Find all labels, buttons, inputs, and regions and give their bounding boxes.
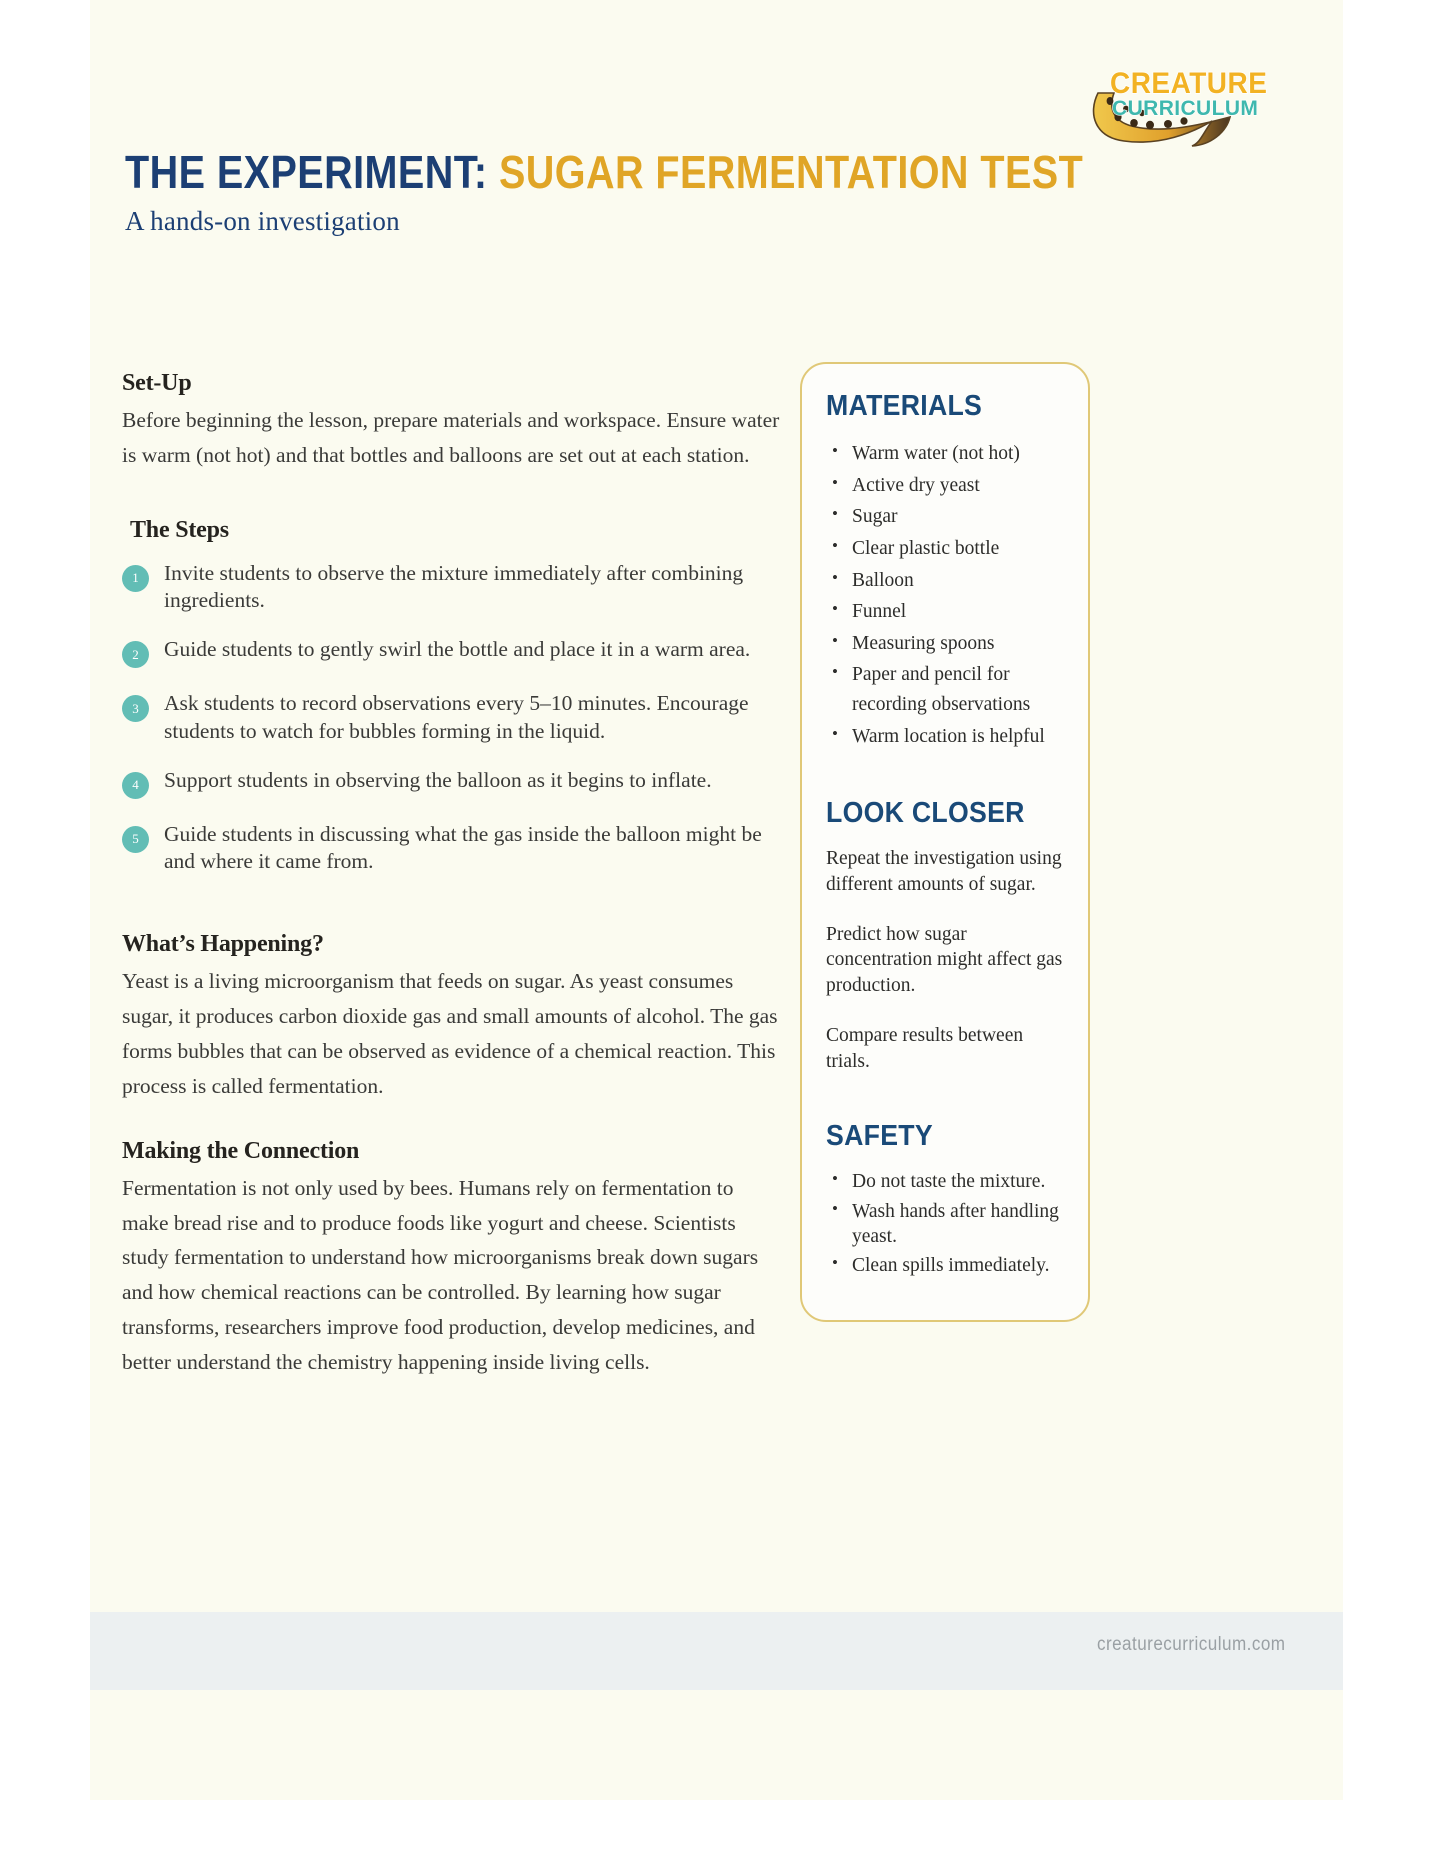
page-title	[125, 148, 1123, 196]
list-item: • Clear plastic bottle	[848, 534, 1066, 564]
safety-heading: SAFETY	[826, 1120, 933, 1153]
whats-happening-body: Yeast is a living microorganism that feeds on sugar. As yeast consumes sugar, it produces carbon dioxide gas and small amounts of alcohol. The gas forms bubbles that can be observed as evidence of a chemical reaction. This process is called fermentation.	[122, 969, 778, 1098]
look-closer-paragraph: Predict how sugar concentration might affect gas production.	[826, 923, 1063, 997]
list-item	[122, 560, 782, 615]
list-item: • Do not taste the mixture.	[848, 1169, 1066, 1194]
sidebar-card	[800, 362, 1090, 1322]
list-item	[122, 690, 782, 745]
look-closer-paragraph: Compare results between trials.	[826, 1024, 1024, 1072]
worksheet-page	[90, 0, 1343, 1800]
list-item: • Balloon	[848, 566, 1066, 596]
list-item: • Warm water (not hot)	[848, 439, 1066, 469]
whats-happening-heading: What’s Happening?	[122, 931, 324, 958]
creature-curriculum-logo	[1080, 55, 1285, 147]
list-item: • Funnel	[848, 597, 1066, 627]
materials-list	[826, 439, 1066, 751]
materials-heading: MATERIALS	[826, 390, 983, 422]
step-number-badge: 3	[122, 695, 149, 722]
page-title-prefix: THE EXPERIMENT:	[125, 146, 488, 198]
making-connection-body: Fermentation is not only used by bees. Humans rely on fermentation to make bread rise and to produce foods like yogurt and cheese. Scientists study fermentation to understand how microorganisms break down sugars and how chemical reactions can be controlled. By learning how sugar transforms, researchers improve food production, develop medicines, and better understand the chemistry happening inside living cells.	[122, 1175, 759, 1374]
safety-list	[826, 1169, 1066, 1278]
svg-text:CREATURE: CREATURE	[1110, 67, 1268, 100]
main-content-column	[122, 370, 782, 1380]
list-item: • Warm location is helpful	[848, 722, 1066, 752]
step-number-badge: 5	[122, 826, 149, 853]
page-subtitle: A hands-on investigation	[125, 206, 400, 237]
list-item	[122, 767, 782, 799]
setup-body: Before beginning the lesson, prepare materials and workspace. Ensure water is warm (not hot) and that bottles and balloons are set out at each station.	[122, 408, 780, 467]
step-text: Support students in observing the balloon as it begins to inflate.	[164, 767, 712, 792]
look-closer-paragraph: Repeat the investigation using different amounts of sugar.	[826, 848, 1062, 895]
list-item: • Measuring spoons	[848, 629, 1066, 659]
step-number-badge: 4	[122, 772, 149, 799]
page-title-main: SUGAR FERMENTATION TEST	[498, 146, 1084, 198]
step-number-badge: 1	[122, 565, 149, 592]
page-header	[125, 148, 1285, 237]
step-text: Ask students to record observations every 5–10 minutes. Encourage students to watch for bubbles forming in the liquid.	[164, 691, 749, 743]
section-whats-happening	[122, 931, 782, 1103]
look-closer-heading: LOOK CLOSER	[826, 797, 1025, 830]
step-text: Guide students in discussing what the gas inside the balloon might be and where it came from.	[164, 821, 762, 874]
list-item: • Wash hands after handling yeast.	[848, 1199, 1066, 1250]
section-setup	[122, 370, 782, 473]
steps-heading: The Steps	[130, 516, 229, 543]
list-item	[122, 821, 782, 876]
list-item	[122, 636, 782, 668]
step-number-badge: 2	[122, 641, 149, 668]
making-connection-heading: Making the Connection	[122, 1137, 360, 1164]
footer-band	[90, 1612, 1343, 1690]
list-item: • Sugar	[848, 502, 1066, 532]
list-item: • Paper and pencil for recording observations	[848, 660, 1066, 719]
svg-text:CURRICULUM: CURRICULUM	[1112, 97, 1259, 120]
section-making-connection	[122, 1138, 782, 1380]
section-steps	[122, 517, 782, 876]
setup-heading: Set-Up	[122, 370, 192, 396]
list-item: • Clean spills immediately.	[848, 1253, 1066, 1278]
footer-website-url: creaturecurriculum.com	[1096, 1634, 1285, 1655]
steps-list	[122, 560, 782, 876]
step-text: Invite students to observe the mixture immediately after combining ingredients.	[164, 560, 744, 612]
list-item: • Active dry yeast	[848, 471, 1066, 501]
step-text: Guide students to gently swirl the bottle and place it in a warm area.	[164, 637, 751, 662]
